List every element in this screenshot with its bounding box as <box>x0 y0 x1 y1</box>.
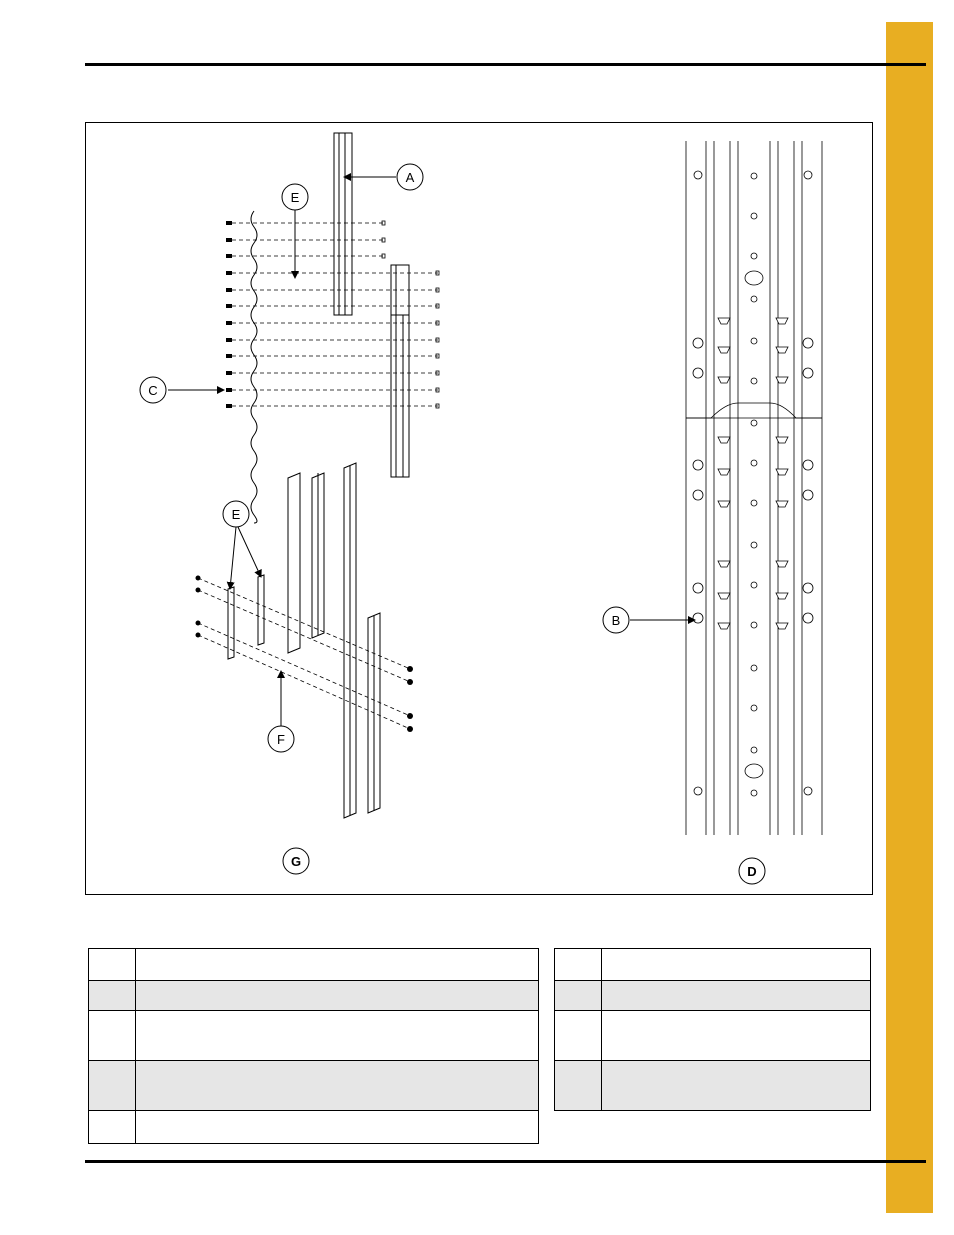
callout-d: D <box>747 864 757 879</box>
callout-b: B <box>611 613 621 628</box>
callout-g: G <box>290 854 302 869</box>
table-row <box>89 949 539 981</box>
table-row <box>89 1011 539 1061</box>
upper-exploded-view <box>232 133 438 523</box>
elevation-bolts <box>693 171 813 796</box>
callout-leaders <box>168 177 695 726</box>
callout-f: F <box>277 732 285 747</box>
table-row <box>89 981 539 1011</box>
callout-e-top: E <box>290 190 300 205</box>
callout-e-bottom: E <box>231 507 241 522</box>
callout-bubbles <box>140 164 765 884</box>
table-row <box>89 1061 539 1111</box>
table-row <box>555 1011 871 1061</box>
parts-table-left <box>88 948 539 1144</box>
table-row <box>555 1061 871 1111</box>
callout-a: A <box>405 170 415 185</box>
table-row <box>89 1111 539 1144</box>
footer-rule <box>85 1160 926 1163</box>
upper-bolts <box>226 221 232 408</box>
elevation-view <box>686 141 822 835</box>
assembly-figure <box>85 122 873 895</box>
table-row <box>555 949 871 981</box>
assembly-drawing <box>86 123 874 896</box>
chapter-tab <box>886 22 933 1213</box>
callout-c: C <box>148 383 158 398</box>
parts-table-right <box>554 948 871 1111</box>
header-rule <box>85 63 926 66</box>
table-row <box>555 981 871 1011</box>
